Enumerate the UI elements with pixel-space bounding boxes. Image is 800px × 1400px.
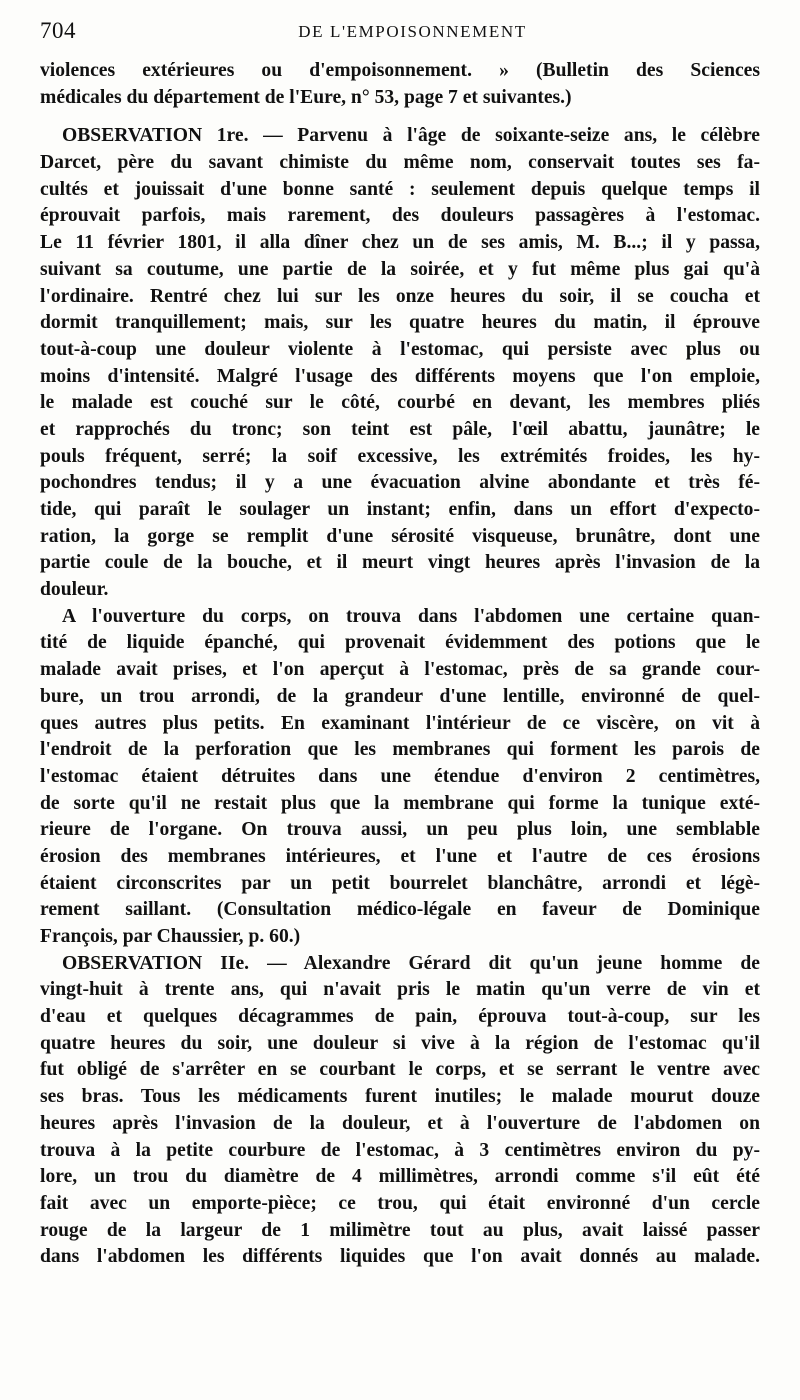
text-line: partie coule de la bouche, et il meurt vingt heures après l'invasion de la bbox=[40, 552, 760, 574]
text-line: fait avec un emporte-pièce; ce trou, qui était environné d'un cercle bbox=[40, 1192, 760, 1214]
text-line: ration, la gorge se remplit d'une sérosité visqueuse, brunâtre, dont une bbox=[40, 525, 760, 547]
text-line: d'eau et quelques décagrammes de pain, éprouva tout-à-coup, sur les bbox=[40, 1006, 760, 1028]
observation-1-heading-line: OBSERVATION 1re. — Parvenu à l'âge de soixante-seize ans, le célèbre bbox=[62, 125, 760, 147]
text-line: érosion des membranes intérieures, et l'une et l'autre de ces érosions bbox=[40, 845, 760, 867]
text-line: heures après l'invasion de la douleur, et à l'ouverture de l'abdomen on bbox=[40, 1112, 760, 1134]
text-line: le malade est couché sur le côté, courbé en devant, les membres pliés bbox=[40, 392, 760, 414]
paragraph-gap bbox=[40, 111, 760, 123]
text-line: trouva à la petite courbure de l'estomac, à 3 centimètres environ du py- bbox=[40, 1139, 760, 1161]
text-line: dormit tranquillement; mais, sur les quatre heures du matin, il éprouve bbox=[40, 312, 760, 334]
body-text bbox=[40, 58, 760, 1271]
text-line: de sorte qu'il ne restait plus que la membrane qui forme la tunique exté- bbox=[40, 792, 760, 814]
text-line: tide, qui paraît le soulager un instant; enfin, dans un effort d'expecto- bbox=[40, 499, 760, 520]
text-line: Darcet, père du savant chimiste du même nom, conservait toutes ses fa- bbox=[40, 152, 760, 174]
running-title: DE L'EMPOISONNEMENT bbox=[298, 22, 527, 41]
page-number: 704 bbox=[40, 18, 76, 43]
text-line: suivant sa coutume, une partie de la soirée, et y fut même plus gai qu'à bbox=[40, 258, 760, 280]
text-line: violences extérieures ou d'empoisonnement. » (Bulletin des Sciences bbox=[40, 60, 760, 81]
observation-2-heading-line: OBSERVATION IIe. — Alexandre Gérard dit qu'un jeune homme de bbox=[62, 952, 760, 974]
text-line: A l'ouverture du corps, on trouva dans l'abdomen une certaine quan- bbox=[62, 605, 760, 627]
text-line: tité de liquide épanché, qui provenait évidemment des potions que le bbox=[40, 632, 760, 654]
text-line: cultés et jouissait d'une bonne santé : seulement depuis quelque temps il bbox=[40, 178, 760, 200]
running-head bbox=[40, 14, 785, 48]
text-line: bure, un trou arrondi, de la grandeur d'une lentille, environné de quel- bbox=[40, 685, 760, 707]
text-line: médicales du département de l'Eure, n° 53, page 7 et suivantes.) bbox=[40, 86, 572, 108]
text-line: vingt-huit à trente ans, qui n'avait pris le matin qu'un verre de vin et bbox=[40, 979, 760, 1001]
text-line: étaient circonscrites par un petit bourrelet blanchâtre, arrondi et légè- bbox=[40, 872, 760, 894]
text-line: rouge de la largeur de 1 milimètre tout au plus, avait laissé passer bbox=[40, 1219, 760, 1241]
text-line: ses bras. Tous les médicaments furent inutiles; le malade mourut douze bbox=[40, 1086, 760, 1108]
text-line: Le 11 février 1801, il alla dîner chez un de ses amis, M. B...; il y passa, bbox=[40, 232, 760, 254]
text-line: lore, un trou du diamètre de 4 millimètres, arrondi comme s'il eût été bbox=[40, 1166, 760, 1188]
text-line: douleur. bbox=[40, 579, 109, 601]
text-line: quatre heures du soir, une douleur si vive à la région de l'estomac qu'il bbox=[40, 1032, 760, 1054]
text-line: dans l'abdomen les différents liquides que l'on avait donnés au malade. bbox=[40, 1246, 760, 1268]
text-line: éprouvait parfois, mais rarement, des douleurs passagères à l'estomac. bbox=[40, 205, 760, 227]
text-line: rement saillant. (Consultation médico-légale en faveur de Dominique bbox=[40, 899, 760, 921]
text-line: l'ordinaire. Rentré chez lui sur les onze heures du soir, il se coucha et bbox=[40, 285, 760, 307]
text-line: tout-à-coup une douleur violente à l'estomac, qui persiste avec plus ou bbox=[40, 338, 760, 360]
text-line: moins d'intensité. Malgré l'usage des différents moyens que l'on emploie, bbox=[40, 365, 760, 387]
text-line: ques autres plus petits. En examinant l'intérieur de ce viscère, on vit à bbox=[40, 712, 760, 734]
text-line: et rapprochés du tronc; son teint est pâle, l'œil abattu, jaunâtre; le bbox=[40, 418, 760, 440]
text-line: l'endroit de la perforation que les membranes qui forment les parois de bbox=[40, 739, 760, 761]
text-line: pochondres tendus; il y a une évacuation alvine abondante et très fé- bbox=[40, 472, 760, 494]
text-line: malade avait prises, et l'on aperçut à l'estomac, près de sa grande cour- bbox=[40, 659, 760, 681]
text-line: pouls fréquent, serré; la soif excessive, les extrémités froides, les hy- bbox=[40, 445, 760, 467]
text-line: rieure de l'organe. On trouva aussi, un peu plus loin, une semblable bbox=[40, 819, 760, 841]
text-line: François, par Chaussier, p. 60.) bbox=[40, 926, 301, 947]
text-line: fut obligé de s'arrêter en se courbant le corps, et se serrant le ventre avec bbox=[40, 1059, 760, 1081]
text-line: l'estomac étaient détruites dans une étendue d'environ 2 centimètres, bbox=[40, 765, 760, 787]
